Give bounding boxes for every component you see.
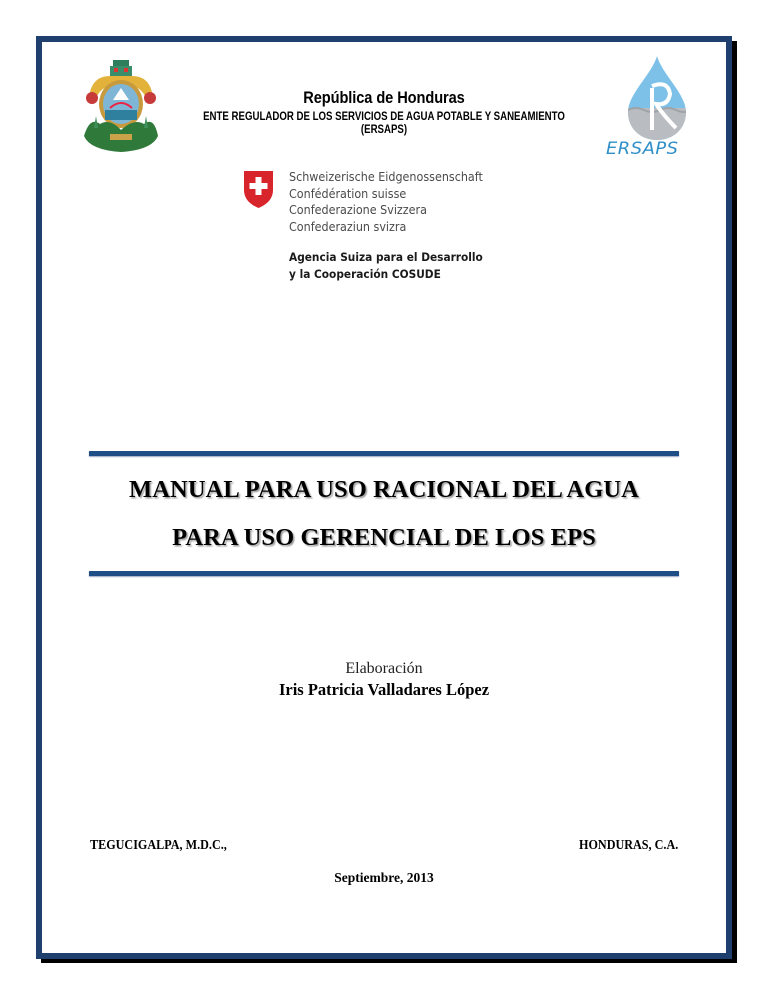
swiss-confederation-names (289, 169, 483, 235)
cosude-line-2: y la Cooperación COSUDE (289, 266, 441, 281)
header-country: República de Honduras (303, 88, 465, 107)
cosude-line-1: Agencia Suiza para el Desarrollo (289, 250, 483, 264)
swiss-name-fr: Confédération suisse (289, 186, 407, 201)
ersaps-logo-text: ERSAPS (606, 139, 679, 159)
header-agency: ENTE REGULADOR DE LOS SERVICIOS DE AGUA POTABLE Y SANEAMIENTO (203, 111, 565, 123)
swiss-name-it: Confederazione Svizzera (289, 203, 427, 217)
title-line-2: PARA USO GERENCIAL DE LOS EPS (172, 524, 596, 551)
footer-date: Septiembre, 2013 (334, 870, 434, 885)
title-rule-top (89, 451, 679, 456)
credits-label: Elaboración (345, 660, 423, 677)
swiss-name-de: Schweizerische Eidgenossenschaft (289, 170, 483, 184)
footer-country: HONDURAS, C.A. (578, 837, 678, 852)
swiss-cross-shield-icon (243, 170, 274, 209)
title-rule-bottom (89, 571, 679, 576)
title-line-1: MANUAL PARA USO RACIONAL DEL AGUA (129, 476, 639, 503)
ersaps-water-drop-icon (622, 54, 692, 142)
credits-author: Iris Patricia Valladares López (278, 680, 490, 699)
cosude-agency (289, 249, 483, 282)
swiss-name-rm: Confederaziun svizra (289, 219, 407, 234)
footer-city: TEGUCIGALPA, M.D.C., (90, 837, 227, 852)
header-acronym: (ERSAPS) (360, 124, 408, 136)
